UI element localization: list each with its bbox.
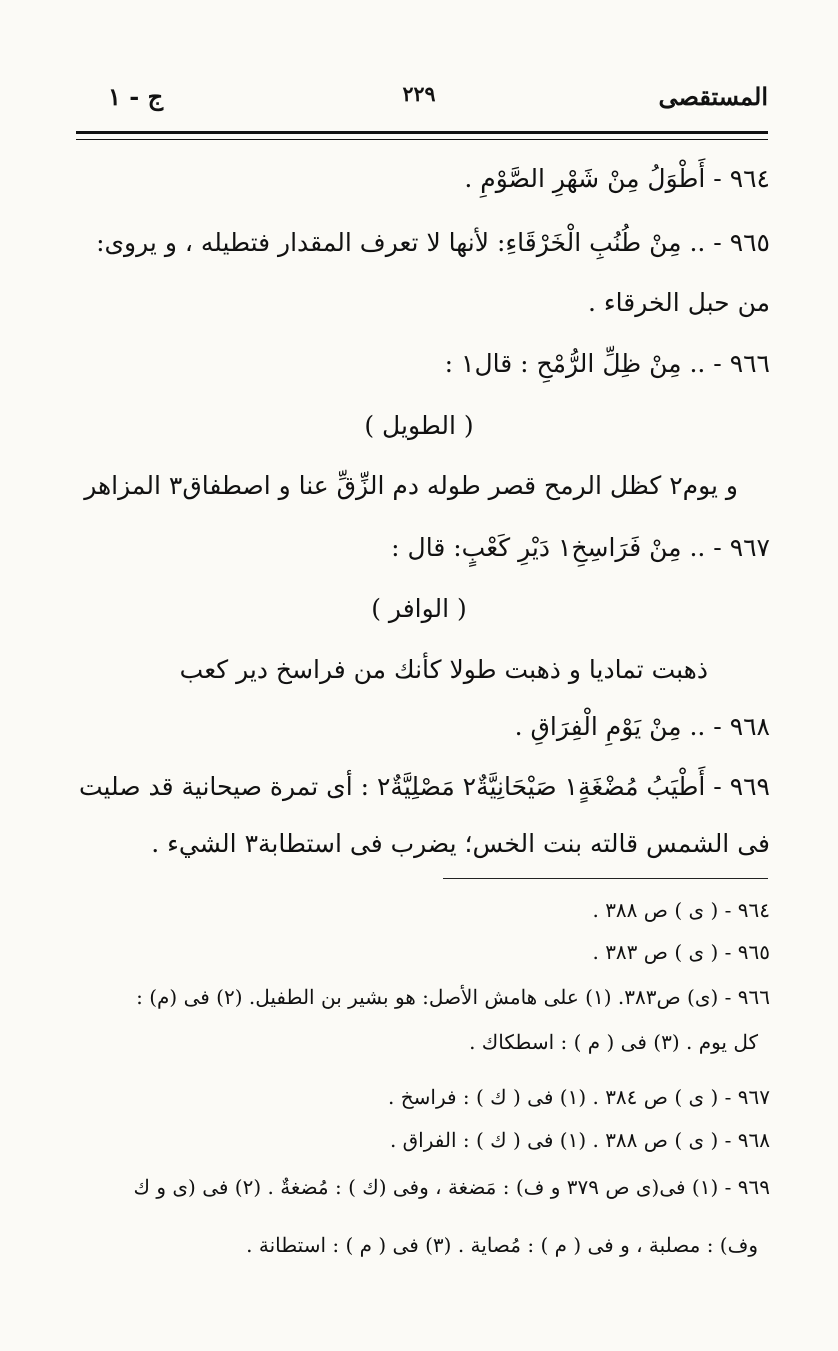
header-rule-thick — [76, 131, 768, 134]
verse-967: ذهبت تماديا و ذهبت طولا كأنك من فراسخ دير كعب — [179, 655, 708, 684]
footnote-964: ٩٦٤ - ( ى ) ص ٣٨٨ . — [592, 898, 770, 922]
entry-969-line2: فى الشمس قالته بنت الخس؛ يضرب فى استطابة٣ الشيء . — [151, 829, 770, 858]
entry-969-line1: ٩٦٩ - أَطْيَبُ مُضْغَةٍ١ صَيْحَانِيَّةٌ٢ مَصْلِيَّةٌ٢ : أى تمرة صيحانية قد صليت — [78, 772, 770, 801]
header-rule-thin — [76, 139, 768, 140]
meter-label-tawil: ( الطويل ) — [364, 411, 474, 440]
page-number: ٢٢٩ — [402, 82, 436, 106]
entry-965-line2: من حبل الخرقاء . — [588, 288, 770, 317]
entry-968: ٩٦٨ - .. مِنْ يَوْمِ الْفِرَاقِ . — [514, 712, 770, 741]
entry-967: ٩٦٧ - .. مِنْ فَرَاسِخِ١ دَيْرِ كَعْبٍ: قال : — [391, 533, 770, 562]
footnote-968: ٩٦٨ - ( ى ) ص ٣٨٨ . (١) فى ( ك ) : الفراق . — [389, 1128, 770, 1152]
running-title: المستقصى — [658, 82, 768, 111]
entry-965-line1: ٩٦٥ - .. مِنْ طُنُبِ الْخَرْقَاءِ: لأنها لا تعرف المقدار فتطيله ، و يروى: — [96, 228, 770, 257]
footnote-965: ٩٦٥ - ( ى ) ص ٣٨٣ . — [592, 940, 770, 964]
entry-964: ٩٦٤ - أَطْوَلُ مِنْ شَهْرِ الصَّوْمِ . — [464, 164, 770, 193]
footnote-966-line2: كل يوم . (٣) فى ( م ) : اسطكاك . — [469, 1030, 758, 1054]
verse-966: و يوم٢ كظل الرمح قصر طوله دم الزِّقِّ عنا و اصطفاق٣ المزاهر — [84, 471, 738, 500]
footnote-966-line1: ٩٦٦ - (ى) ص٣٨٣. (١) على هامش الأصل: هو بشير بن الطفيل. (٢) فى (م) : — [136, 985, 770, 1009]
meter-label-wafir: ( الوافر ) — [371, 594, 467, 623]
volume-label: ج - ١ — [108, 82, 164, 111]
footnote-969-line1: ٩٦٩ - (١) فى(ى ص ٣٧٩ و ف) : مَضغة ، وفى (ك ) : مُضغةٌ . (٢) فى (ى و ك — [133, 1175, 770, 1199]
footnote-969-line2: وف) : مصلبة ، و فى ( م ) : مُصاية . (٣) فى ( م ) : استطانة . — [246, 1233, 758, 1257]
footnote-rule — [443, 878, 768, 879]
entry-966: ٩٦٦ - .. مِنْ ظِلِّ الرُّمْحِ : قال١ : — [444, 349, 770, 378]
footnote-967: ٩٦٧ - ( ى ) ص ٣٨٤ . (١) فى ( ك ) : فراسخ . — [388, 1085, 770, 1109]
